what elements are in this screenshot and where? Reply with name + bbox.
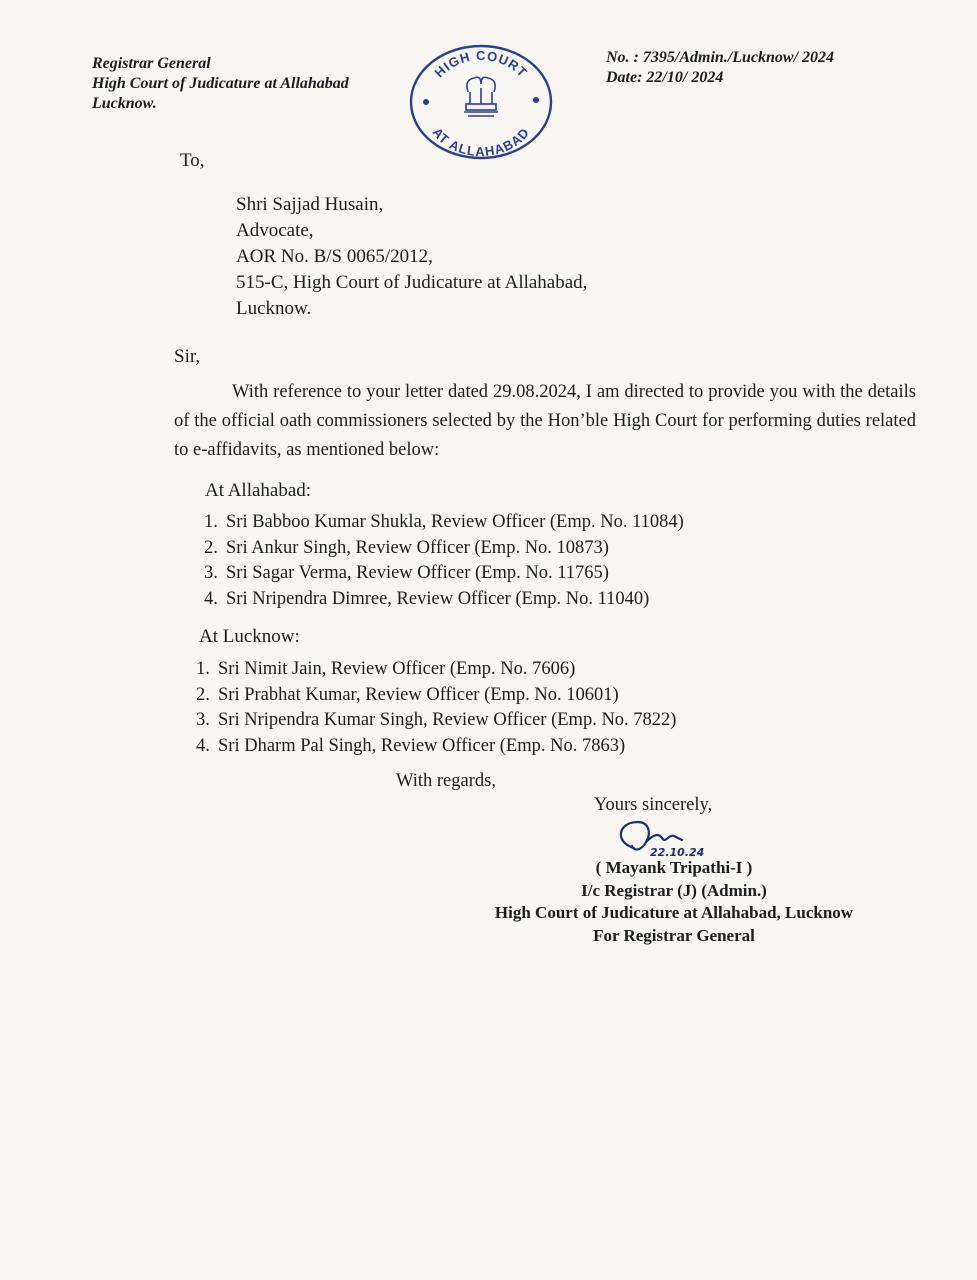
signatory-designation: I/c Registrar (J) (Admin.) <box>581 880 767 900</box>
list-item: 1. Sri Babboo Kumar Shukla, Review Officer (Emp. No. 11084) <box>204 512 684 532</box>
list-item: 4. Sri Dharm Pal Singh, Review Officer (Emp. No. 7863) <box>196 735 626 756</box>
signatory-name: ( Mayank Tripathi-I ) <box>595 858 753 877</box>
sender-city: Lucknow. <box>92 95 157 112</box>
letter-date: Date: 22/10/ 2024 <box>606 69 724 86</box>
court-seal-stamp <box>408 42 554 160</box>
list-item: 2. Sri Ankur Singh, Review Officer (Emp. No. 10873) <box>204 537 609 558</box>
reference-block <box>606 48 834 88</box>
seal-bottom-text: AT ALLAHABAD <box>429 124 533 160</box>
section-heading-allahabad: At Allahabad: <box>205 480 312 501</box>
sender-court: High Court of Judicature at Allahabad <box>92 75 349 92</box>
addressee-line: 515-C, High Court of Judicature at Allahabad, <box>236 272 588 293</box>
addressee-block <box>236 192 587 322</box>
addressee-line: Advocate, <box>236 220 314 241</box>
body-paragraph <box>174 378 916 465</box>
addressee-line: Shri Sajjad Husain, <box>236 194 384 215</box>
list-lucknow <box>196 657 676 759</box>
addressee-line: Lucknow. <box>236 298 312 319</box>
list-allahabad <box>204 510 684 612</box>
sender-title: Registrar General <box>92 55 211 72</box>
salutation: Sir, <box>174 346 201 367</box>
seal-star-left <box>423 99 429 105</box>
svg-text:AT ALLAHABAD <box>430 125 533 159</box>
list-item: 2. Sri Prabhat Kumar, Review Officer (Emp. No. 10601) <box>196 684 619 705</box>
body-text: With reference to your letter dated 29.08.2024, I am directed to provide you with the details of the official oath commissioners selected by the Hon’ble High Court for performing duties related to e-affidavits, as mentioned below: <box>174 382 916 460</box>
signatory-office: High Court of Judicature at Allahabad, Lucknow <box>494 903 854 922</box>
to-line: To, <box>180 150 205 171</box>
sign-off: Yours sincerely, <box>594 795 713 815</box>
addressee-line: AOR No. B/S 0065/2012, <box>236 246 433 267</box>
list-item: 4. Sri Nripendra Dimree, Review Officer (Emp. No. 11040) <box>204 588 650 609</box>
signatory-for: For Registrar General <box>593 925 755 945</box>
seal-top-text: HIGH COURT <box>431 47 531 81</box>
signatory-block <box>480 857 868 947</box>
closing: With regards, <box>396 771 496 791</box>
section-heading-lucknow: At Lucknow: <box>199 626 300 647</box>
sender-block <box>92 54 349 114</box>
list-item: 3. Sri Sagar Verma, Review Officer (Emp. No. 11765) <box>204 563 609 583</box>
emblem-icon <box>464 77 498 116</box>
list-item: 1. Sri Nimit Jain, Review Officer (Emp. No. 7606) <box>196 659 576 679</box>
seal-star-right <box>533 97 539 103</box>
letter-number: No. : 7395/Admin./Lucknow/ 2024 <box>606 49 835 66</box>
signature-date: 22.10.24 <box>650 846 705 859</box>
list-item: 3. Sri Nripendra Kumar Singh, Review Officer (Emp. No. 7822) <box>196 710 677 730</box>
